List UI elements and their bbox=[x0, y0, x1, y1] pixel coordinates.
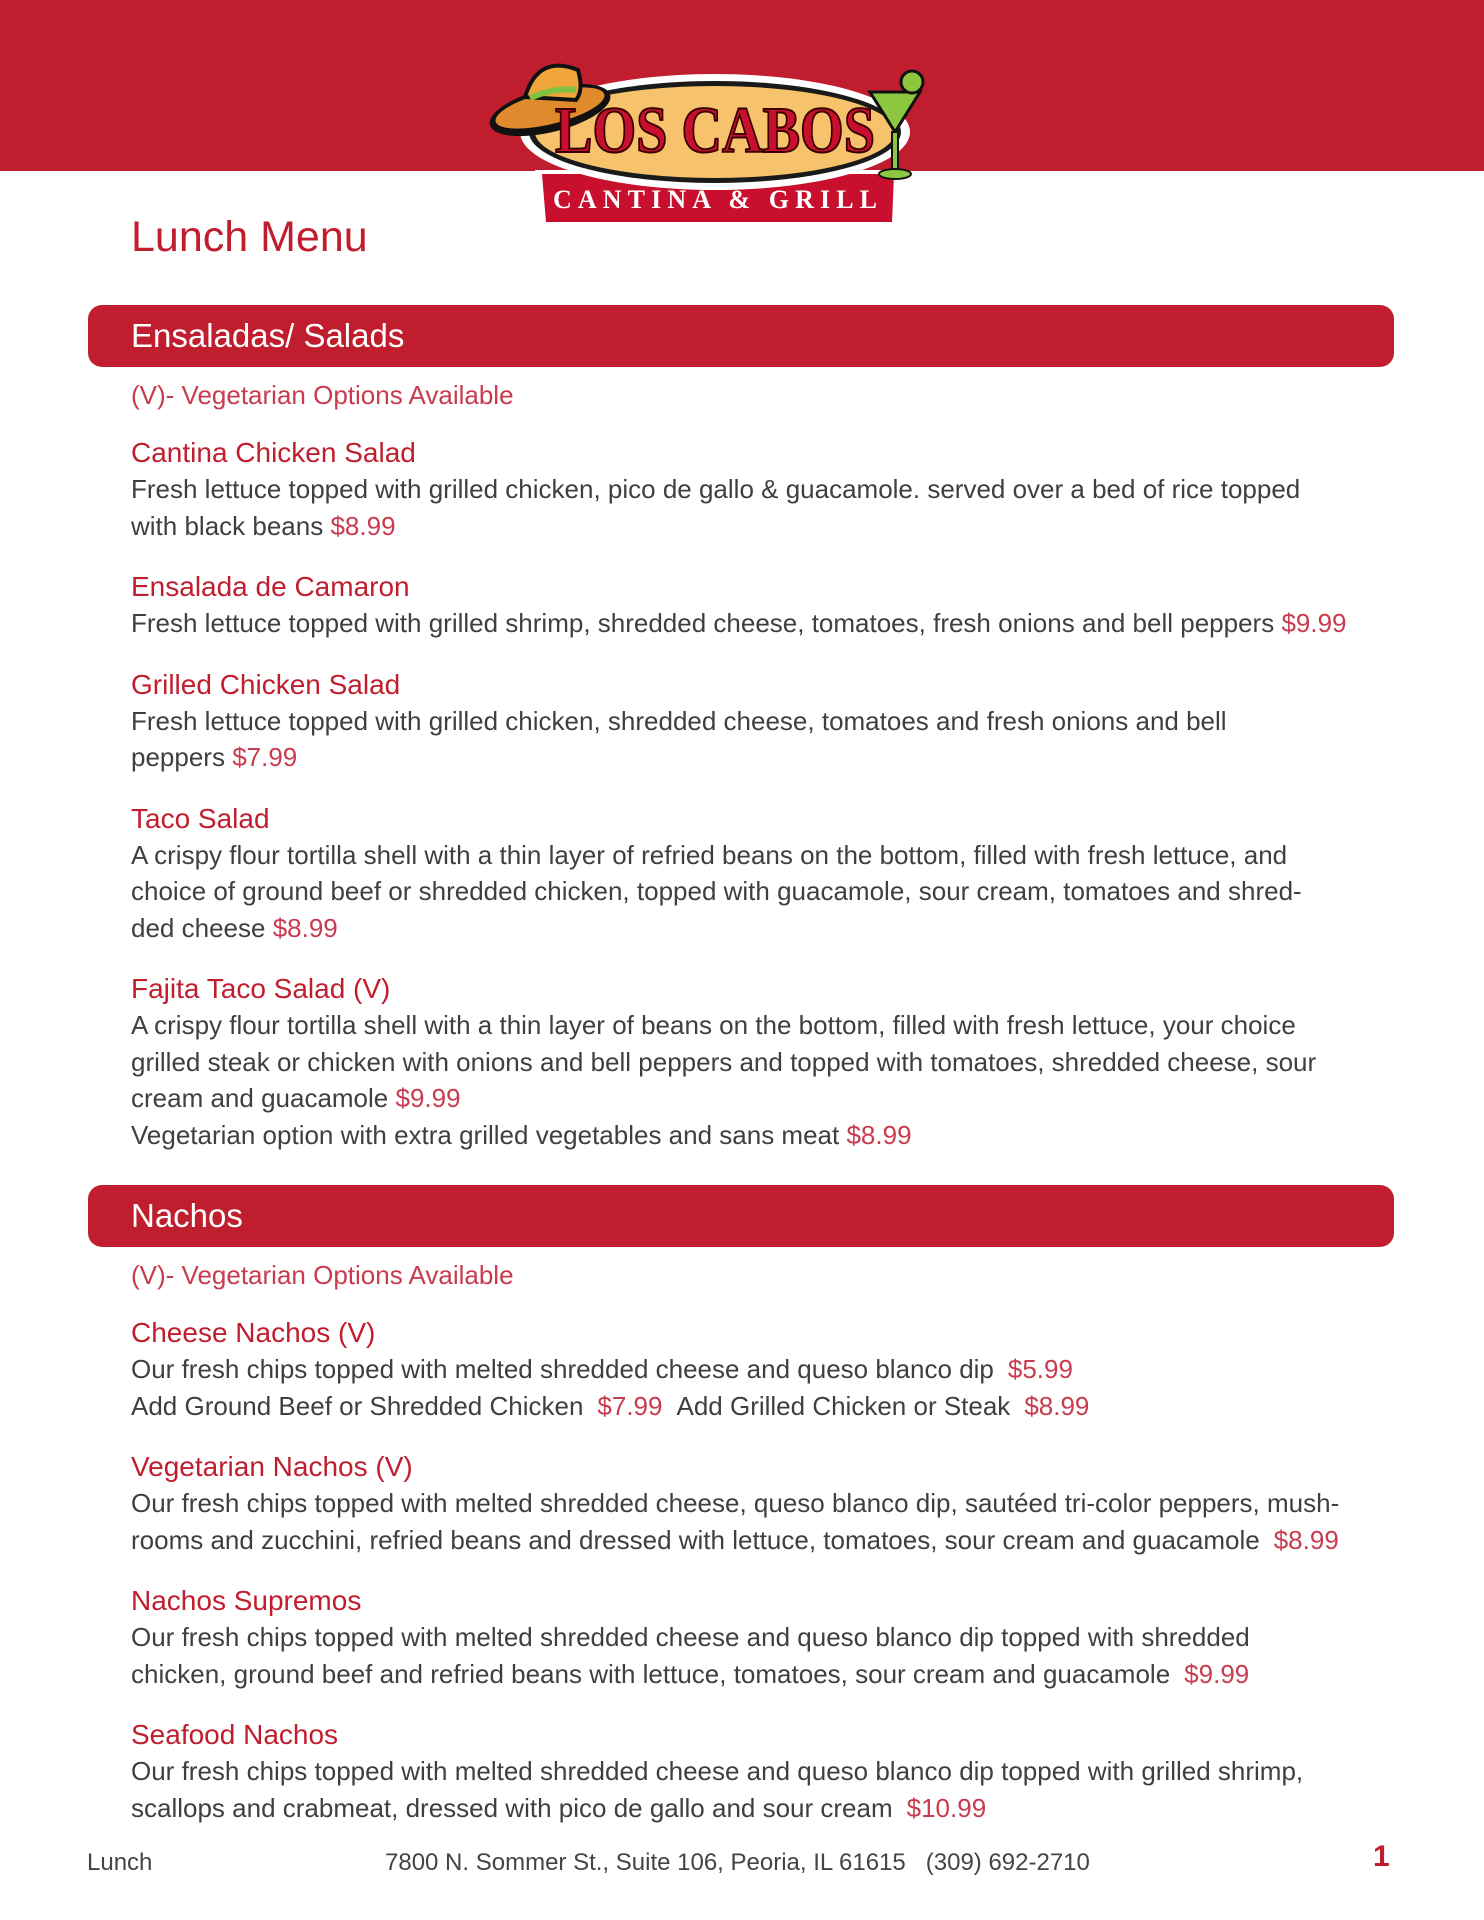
item-price: $5.99 bbox=[1007, 1354, 1073, 1384]
item-description: A crispy flour tortilla shell with a thin layer of refried beans on the bottom, filled with fresh lettuce, and choice of ground beef or shredded chicken, topped with guacamole, sour cream, tomatoes and shred- ded cheese $8.99 bbox=[131, 839, 1302, 943]
section-header-nachos: Nachos bbox=[88, 1185, 1394, 1247]
vegetarian-note: (V)- Vegetarian Options Available bbox=[131, 1260, 514, 1290]
menu-item bbox=[131, 1583, 1361, 1692]
section-header-salads: Ensaladas/ Salads bbox=[88, 305, 1394, 367]
item-name: Vegetarian Nachos (V) bbox=[131, 1451, 413, 1482]
section-salads bbox=[131, 380, 1361, 1153]
item-name: Ensalada de Camaron bbox=[131, 571, 410, 602]
item-price: $8.99 bbox=[1273, 1524, 1339, 1555]
item-name: Seafood Nachos bbox=[131, 1719, 339, 1750]
vegetarian-note: (V)- Vegetarian Options Available bbox=[131, 380, 514, 410]
footer-label: Lunch bbox=[87, 1849, 153, 1876]
item-price: $9.99 bbox=[1281, 608, 1347, 638]
los-cabos-logo bbox=[480, 52, 930, 232]
item-price: $8.99 bbox=[1024, 1390, 1090, 1421]
section-nachos bbox=[131, 1260, 1361, 1826]
item-description: Fresh lettuce topped with grilled chicken, pico de gallo & guacamole. served over a bed of rice topped with black beans $8.99 bbox=[131, 474, 1301, 541]
item-description: Fresh lettuce topped with grilled chicken, shredded cheese, tomatoes and fresh onions and bell peppers $7.99 bbox=[131, 705, 1227, 772]
page-number: 1 bbox=[1373, 1840, 1390, 1873]
item-name: Fajita Taco Salad (V) bbox=[131, 973, 391, 1004]
brand-name: LOS CABOS bbox=[555, 94, 875, 167]
item-name: Nachos Supremos bbox=[131, 1585, 362, 1616]
item-name: Cantina Chicken Salad bbox=[131, 437, 416, 468]
brand-tagline: CANTINA & GRILL bbox=[553, 185, 883, 214]
menu-item bbox=[131, 1315, 1361, 1424]
item-price: $8.99 bbox=[330, 510, 396, 541]
item-price: $7.99 bbox=[232, 742, 298, 772]
item-description: A crispy flour tortilla shell with a thin layer of beans on the bottom, filled with fresh lettuce, your choice grilled steak or chicken with onions and bell peppers and topped with tomatoes, shredded cheese, sour cream and guacamole $9.99 Vegetarian option with extra grilled vegetables and sans meat $8.99 bbox=[131, 1010, 1317, 1150]
item-description: Our fresh chips topped with melted shredded cheese and queso blanco dip $5.99 Add Ground Beef or Shredded Chicken $7.99 Add Grilled Chicken or Steak $8.99 bbox=[131, 1354, 1090, 1421]
item-name: Grilled Chicken Salad bbox=[131, 668, 401, 700]
item-description: Our fresh chips topped with melted shredded cheese, queso blanco dip, sautéed tri-color peppers, mush- rooms and zucchini, refried beans and dressed with lettuce, tomatoes, sour cream and guacamole $8.99 bbox=[131, 1488, 1340, 1555]
item-price: $8.99 bbox=[846, 1119, 912, 1150]
footer-address: 7800 N. Sommer St., Suite 106, Peoria, IL 61615 (309) 692-2710 bbox=[385, 1849, 1090, 1876]
menu-item bbox=[131, 435, 1361, 544]
item-price: $10.99 bbox=[906, 1792, 987, 1823]
page-title: Lunch Menu bbox=[131, 213, 368, 261]
menu-item bbox=[131, 667, 1361, 776]
menu-item bbox=[131, 569, 1361, 642]
menu-item bbox=[131, 1449, 1361, 1558]
menu-item bbox=[131, 971, 1361, 1153]
item-description: Our fresh chips topped with melted shredded cheese and queso blanco dip topped with grilled shrimp, scallops and crabmeat, dressed with pico de gallo and sour cream $10.99 bbox=[131, 1756, 1304, 1823]
menu-item bbox=[131, 801, 1361, 947]
item-price: $9.99 bbox=[1184, 1658, 1250, 1689]
item-description: Our fresh chips topped with melted shredded cheese and queso blanco dip topped with shredded chicken, ground beef and refried beans with lettuce, tomatoes, sour cream and guacamole $9.99 bbox=[131, 1622, 1250, 1689]
item-price: $7.99 bbox=[597, 1390, 663, 1421]
item-price: $9.99 bbox=[395, 1083, 461, 1113]
item-description: Fresh lettuce topped with grilled shrimp, shredded cheese, tomatoes, fresh onions and bell peppers $9.99 bbox=[131, 608, 1347, 638]
item-name: Taco Salad bbox=[131, 802, 270, 834]
menu-item bbox=[131, 1717, 1361, 1826]
item-name: Cheese Nachos (V) bbox=[131, 1317, 376, 1348]
item-price: $8.99 bbox=[272, 912, 338, 943]
